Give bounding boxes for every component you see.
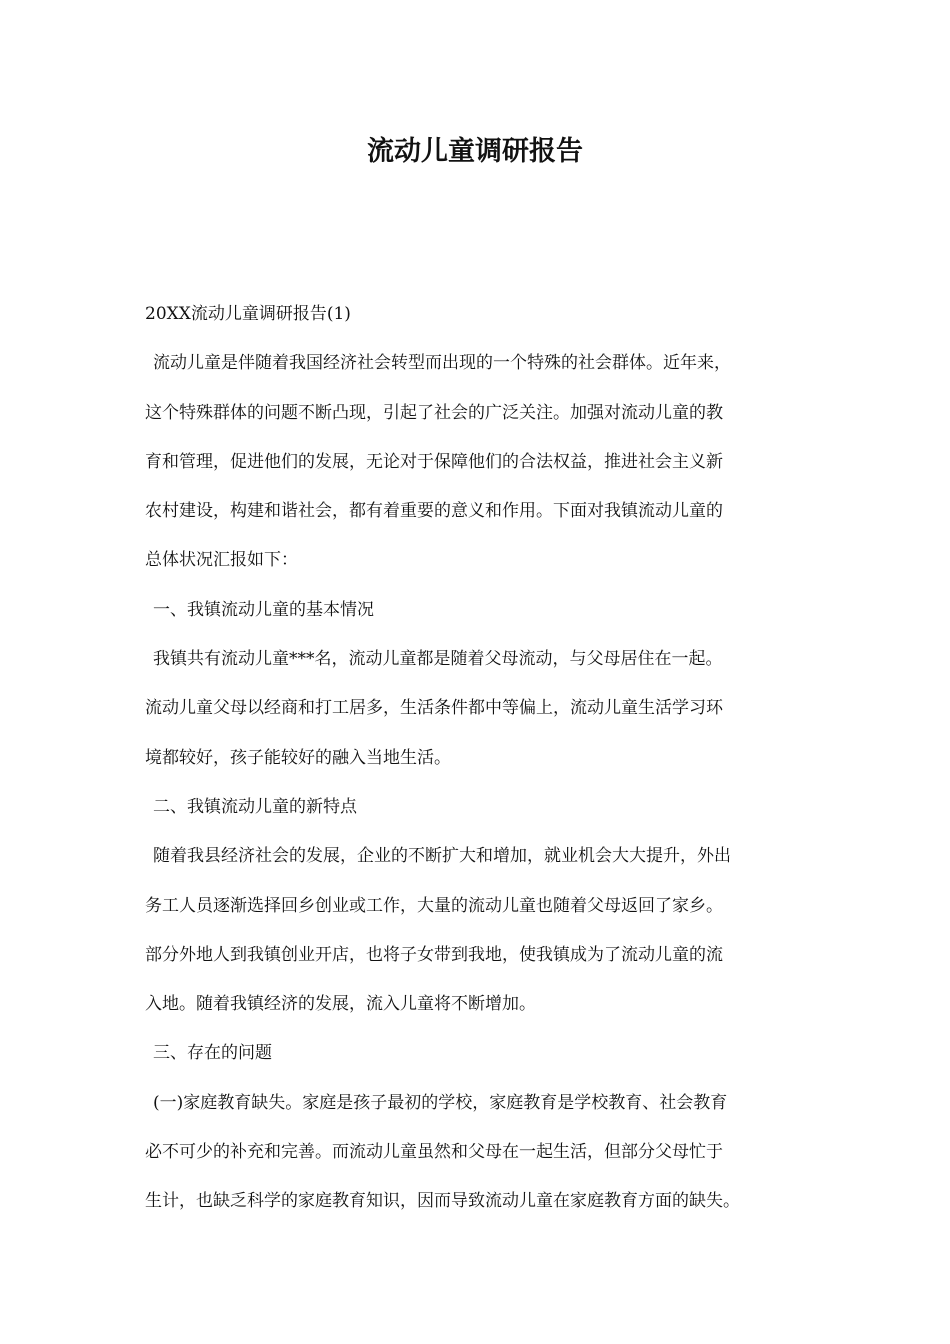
paragraph-line: 流动儿童父母以经商和打工居多，生活条件都中等偏上，流动儿童生活学习环 bbox=[145, 698, 723, 719]
paragraph-line: 总体状况汇报如下： bbox=[145, 550, 298, 571]
paragraph-line: (一)家庭教育缺失。家庭是孩子最初的学校，家庭教育是学校教育、社会教育 bbox=[153, 1092, 728, 1113]
paragraph-line: 务工人员逐渐选择回乡创业或工作，大量的流动儿童也随着父母返回了家乡。 bbox=[145, 895, 723, 916]
paragraph-line: 随着我县经济社会的发展，企业的不断扩大和增加，就业机会大大提升，外出 bbox=[153, 846, 731, 867]
section-heading: 一、我镇流动儿童的基本情况 bbox=[153, 599, 374, 620]
paragraph-line: 生计，也缺乏科学的家庭教育知识，因而导致流动儿童在家庭教育方面的缺失。 bbox=[145, 1191, 740, 1212]
paragraph-line: 部分外地人到我镇创业开店，也将子女带到我地，使我镇成为了流动儿童的流 bbox=[145, 944, 723, 965]
paragraph-line: 流动儿童是伴随着我国经济社会转型而出现的一个特殊的社会群体。近年来， bbox=[153, 353, 731, 374]
paragraph-line: 育和管理，促进他们的发展，无论对于保障他们的合法权益，推进社会主义新 bbox=[145, 451, 723, 472]
section-heading: 二、我镇流动儿童的新特点 bbox=[153, 796, 357, 817]
paragraph-line: 入地。随着我镇经济的发展，流入儿童将不断增加。 bbox=[145, 994, 536, 1015]
paragraph-line: 农村建设，构建和谐社会，都有着重要的意义和作用。下面对我镇流动儿童的 bbox=[145, 501, 723, 522]
paragraph-line: 我镇共有流动儿童***名，流动儿童都是随着父母流动，与父母居住在一起。 bbox=[153, 649, 723, 670]
paragraph-line: 境都较好，孩子能较好的融入当地生活。 bbox=[145, 747, 451, 768]
section-heading: 三、存在的问题 bbox=[153, 1043, 272, 1064]
document-title: 流动儿童调研报告 bbox=[367, 136, 583, 167]
report-subtitle: 20XX流动儿童调研报告(1) bbox=[145, 304, 351, 324]
document-body bbox=[145, 290, 825, 1227]
paragraph-line: 这个特殊群体的问题不断凸现，引起了社会的广泛关注。加强对流动儿童的教 bbox=[145, 402, 723, 423]
paragraph-line: 必不可少的补充和完善。而流动儿童虽然和父母在一起生活，但部分父母忙于 bbox=[145, 1142, 723, 1163]
